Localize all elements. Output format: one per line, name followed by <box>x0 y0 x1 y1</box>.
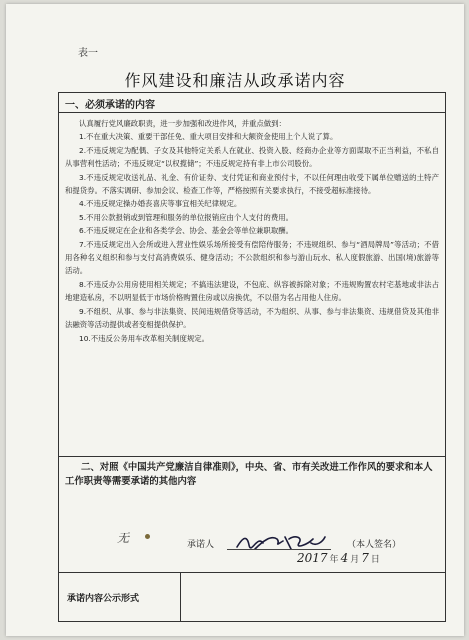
committer-label: 承诺人 <box>187 540 215 550</box>
handwritten-none-mark: 无 <box>117 531 130 545</box>
date-year: 2017 <box>297 551 328 565</box>
publicity-form-label-cell <box>59 573 181 621</box>
section2-row <box>59 457 445 573</box>
publicity-form-label: 承诺内容公示形式 <box>67 594 140 604</box>
ink-dot <box>145 534 150 539</box>
commitment-item-7: 7.不违反规定出入会所或进入营业性娱乐场所接受有偿陪侍服务；不违规组织、参与“酒局牌局”等活动；不借用各种名义组织和参与支付高消费娱乐、健身活动；不公款组织和参与游山玩水、私人度假旅游、出国(境)旅游等活动。 <box>65 239 439 276</box>
section1-body <box>59 113 445 457</box>
date-month: 4 <box>340 551 349 565</box>
commitment-date <box>295 551 380 565</box>
date-month-label: 月 <box>350 555 360 565</box>
commitment-item-1: 1.不在重大决策、重要干部任免、重大项目安排和大额资金使用上个人说了算。 <box>79 132 338 142</box>
commitment-item-5: 5.不用公款报销或到管理和服务的单位报销应由个人支付的费用。 <box>79 212 293 222</box>
commitment-item-6: 6.不违反规定在企业和各类学会、协会、基金会等单位兼职取酬。 <box>79 226 293 236</box>
section1-heading: 一、必须承诺的内容 <box>65 100 155 111</box>
date-day: 7 <box>361 551 369 565</box>
date-day-label: 日 <box>370 555 380 565</box>
document-title: 作风建设和廉洁从政承诺内容 <box>124 71 346 90</box>
commitment-table <box>58 92 446 622</box>
commitment-item-8: 8.不违反办公用房使用相关规定；不搞违法建设，不包庇、纵容被拆除对象；不违规购置农村宅基地或非法占地建造私房，不以明显低于市场价格购置住房或以房换优，不以借为名占用他人住房。 <box>65 279 439 303</box>
document-sheet <box>6 4 464 636</box>
signature-line <box>227 549 331 550</box>
section1-heading-row <box>59 93 445 113</box>
commitment-item-9: 9.不组织、从事、参与非法集资、民间违规借贷等活动，不为组织、从事、参与非法集资、违规借贷及其他非法融资等活动提供或者变相提供保护。 <box>65 306 439 330</box>
commitment-item-4: 4.不违反规定操办婚丧喜庆等事宜相关纪律规定。 <box>79 199 242 209</box>
commitment-item-3: 3.不违反规定收送礼品、礼金、有价证券、支付凭证和商业预付卡，不以任何理由收受下属单位赠送的土特产和提货券。不落实调研、参加会议、检查工作等，严格按照有关要求执行，不接受超标准接待。 <box>65 172 439 196</box>
section3-row <box>59 573 445 621</box>
commitment-item-2: 2.不违反规定为配偶、子女及其他特定关系人在就业、投资入股、经商办企业等方面谋取不正当利益，不私自从事营利性活动；不违反规定“以权揽储”；不违反规定持有非上市公司股份。 <box>65 145 439 169</box>
date-year-label: 年 <box>329 555 339 565</box>
table-number-label: 表一 <box>78 48 98 59</box>
publicity-form-content <box>181 573 445 621</box>
section1-intro: 认真履行党风廉政职责，进一步加强和改进作风，并重点做到： <box>79 119 286 128</box>
section2-title: 二、对照《中国共产党廉洁自律准则》，中央、省、市有关改进工作作风的要求和本人工作职责等需要承诺的其他内容 <box>65 462 433 487</box>
commitment-item-10: 10.不违反公务用车改革相关制度规定。 <box>79 333 210 343</box>
signature-note: （本人签名） <box>347 540 402 550</box>
